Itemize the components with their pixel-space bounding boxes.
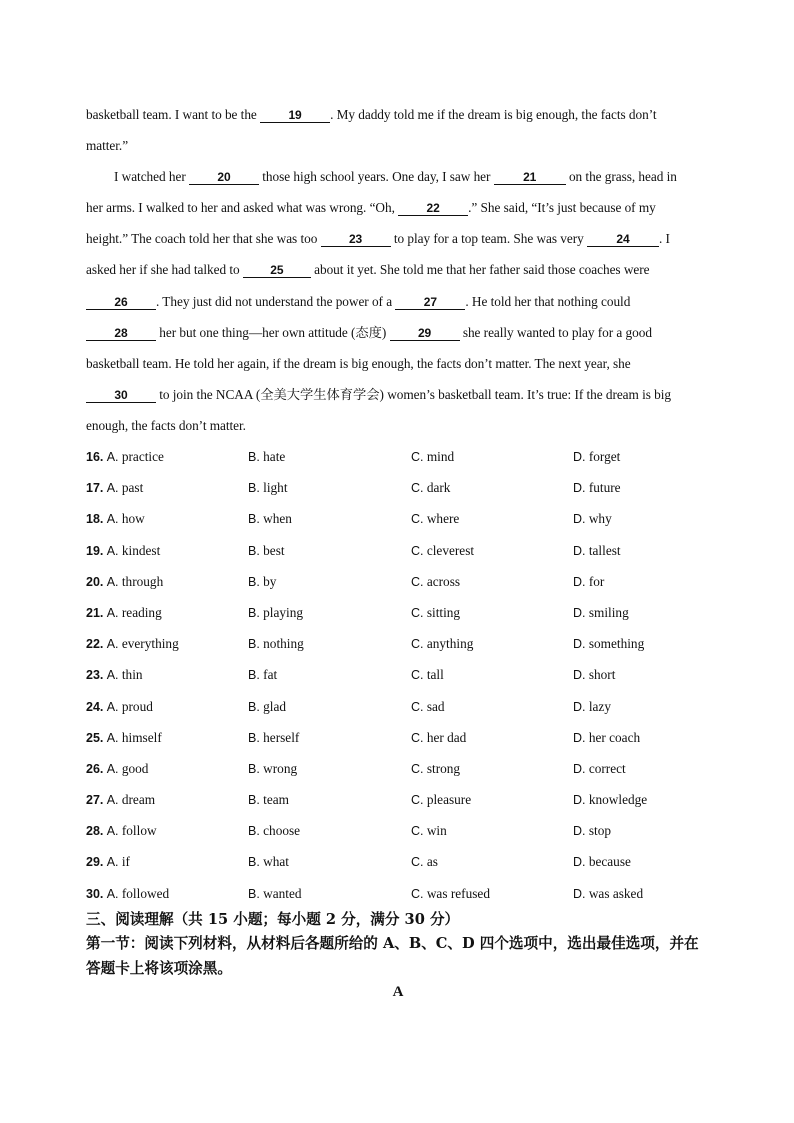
option-a (86, 566, 163, 598)
option-a (86, 659, 143, 691)
option-d (573, 472, 621, 504)
option-letter: A. (106, 543, 119, 558)
option-text: why (588, 511, 612, 527)
option-c (411, 878, 490, 910)
option-letter: A. (106, 793, 119, 808)
option-letter: A. (106, 886, 119, 901)
option-letter: D. (573, 699, 586, 714)
option-text: short (588, 667, 616, 683)
option-b (248, 597, 303, 629)
option-text: followed (121, 885, 170, 901)
option-text: win (426, 823, 447, 839)
option-text: across (426, 573, 461, 589)
option-text: tallest (588, 542, 621, 558)
question-number: 18. (86, 512, 104, 527)
question-row (86, 846, 710, 877)
option-letter: C. (411, 668, 424, 683)
option-c (411, 472, 450, 504)
option-text: what (263, 854, 289, 870)
question-row (86, 784, 710, 815)
option-text: as (426, 854, 438, 870)
option-letter: D. (573, 793, 586, 808)
passage-text: . My daddy told me if the dream is big enough, the facts don’t (330, 107, 657, 122)
option-text: glad (263, 698, 287, 714)
option-letter: C. (411, 450, 424, 465)
option-text: follow (121, 823, 157, 839)
question-number: 23. (86, 668, 104, 683)
blank-22: 22 (398, 201, 468, 216)
option-d (573, 597, 629, 629)
option-text: pleasure (426, 792, 472, 808)
option-letter: B. (248, 886, 260, 901)
option-text: sitting (426, 604, 461, 620)
option-text: wrong (263, 760, 298, 776)
option-text: if (121, 854, 130, 870)
passage-line (86, 379, 710, 410)
option-text: proud (121, 698, 153, 714)
option-text: playing (263, 604, 304, 620)
option-c (411, 628, 473, 660)
option-letter: D. (573, 605, 586, 620)
option-letter: A. (106, 637, 119, 652)
option-letter: B. (248, 761, 260, 776)
option-text: dark (426, 480, 451, 496)
option-letter: C. (411, 699, 424, 714)
option-a (86, 753, 148, 785)
option-text: team (263, 792, 289, 808)
exam-page (86, 99, 710, 1001)
option-letter: C. (411, 855, 424, 870)
option-a (86, 628, 179, 660)
option-b (248, 535, 285, 567)
passage-text: to play for a top team. She was very (390, 231, 587, 247)
option-d (573, 503, 612, 535)
option-letter: C. (411, 730, 424, 745)
option-text: how (121, 511, 145, 527)
question-number: 19. (86, 543, 104, 558)
blank-30: 30 (86, 388, 156, 403)
option-letter: A. (106, 450, 119, 465)
option-c (411, 753, 460, 785)
option-b (248, 472, 288, 504)
option-c (411, 597, 460, 629)
option-text: where (426, 511, 460, 527)
blank-27: 27 (395, 295, 465, 310)
passage-line (86, 192, 710, 223)
option-letter: D. (573, 824, 586, 839)
option-d (573, 691, 611, 723)
option-a (86, 815, 157, 847)
section-title: 三、阅读理解（共 15 小题；每小题 2 分，满分 30 分） (86, 910, 460, 928)
option-text: sad (426, 698, 445, 714)
question-number: 28. (86, 824, 104, 839)
passage-text: those high school years. One day, I saw her (258, 169, 494, 185)
question-row (86, 472, 710, 503)
passage-text: basketball team. I want to be the (86, 107, 261, 122)
passage-text: she really wanted to play for a good (459, 324, 652, 340)
option-a (86, 535, 160, 567)
option-text: best (263, 542, 285, 558)
blank-25: 25 (243, 263, 311, 278)
passage-text: on the grass, head in (565, 169, 677, 185)
question-row (86, 691, 710, 722)
option-b (248, 566, 276, 598)
option-c (411, 846, 438, 878)
option-letter: C. (411, 574, 424, 589)
option-letter: B. (248, 793, 260, 808)
option-letter: C. (411, 637, 424, 652)
blank-29: 29 (390, 326, 460, 341)
option-d (573, 878, 643, 910)
question-row (86, 628, 710, 659)
option-text: hate (263, 449, 286, 465)
passage-line (86, 161, 710, 192)
option-letter: A. (106, 855, 119, 870)
option-text: cleverest (426, 542, 475, 558)
option-d (573, 441, 620, 473)
option-text: her coach (588, 729, 641, 745)
question-row (86, 597, 710, 628)
option-d (573, 722, 640, 754)
option-text: strong (426, 760, 461, 776)
question-number: 26. (86, 761, 104, 776)
option-text: mind (426, 449, 455, 465)
option-letter: B. (248, 512, 260, 527)
option-text: tall (426, 667, 444, 683)
option-letter: B. (248, 543, 260, 558)
passage-text: enough, the facts don’t matter. (86, 417, 246, 433)
option-letter: C. (411, 793, 424, 808)
passage-text: . They just did not understand the power of a (156, 293, 396, 309)
option-letter: D. (573, 450, 586, 465)
passage-text: . I (658, 231, 670, 247)
option-c (411, 503, 459, 535)
option-letter: C. (411, 512, 424, 527)
passage-text: about it yet. She told me that her father said those coaches were (310, 262, 650, 278)
question-number: 24. (86, 699, 104, 714)
option-text: light (263, 480, 288, 496)
option-letter: A. (106, 761, 119, 776)
question-number: 25. (86, 730, 104, 745)
option-b (248, 846, 289, 878)
question-number: 27. (86, 793, 104, 808)
question-number: 29. (86, 855, 104, 870)
passage-line (86, 410, 710, 441)
option-letter: C. (411, 824, 424, 839)
passage-line (86, 99, 710, 130)
option-text: choose (263, 823, 301, 839)
question-number: 21. (86, 605, 104, 620)
option-text: practice (121, 449, 164, 465)
option-letter: B. (248, 574, 260, 589)
question-options-table (86, 441, 710, 909)
option-b (248, 659, 277, 691)
option-text: was refused (426, 885, 490, 901)
option-c (411, 535, 474, 567)
option-text: nothing (263, 636, 304, 652)
option-text: good (121, 760, 149, 776)
option-letter: C. (411, 761, 424, 776)
option-letter: A. (106, 481, 119, 496)
question-number: 16. (86, 450, 104, 465)
option-text: fat (263, 667, 278, 683)
question-number: 22. (86, 637, 104, 652)
option-letter: B. (248, 605, 260, 620)
option-a (86, 691, 153, 723)
option-d (573, 659, 615, 691)
option-letter: B. (248, 824, 260, 839)
option-b (248, 628, 304, 660)
option-text: anything (426, 636, 474, 652)
option-text: for (588, 573, 605, 589)
option-text: dream (121, 792, 156, 808)
option-text: everything (121, 636, 179, 652)
blank-24: 24 (587, 232, 659, 247)
option-letter: A. (106, 699, 119, 714)
cloze-passage (86, 99, 710, 441)
option-letter: D. (573, 543, 586, 558)
passage-text: basketball team. He told her again, if the dream is big enough, the facts don’t matter. The next year, she (86, 355, 631, 371)
option-text: lazy (588, 698, 611, 714)
option-text: wanted (263, 885, 302, 901)
passage-line (86, 254, 710, 285)
option-b (248, 441, 285, 473)
passage-text: asked her if she had talked to (86, 262, 243, 278)
option-d (573, 815, 611, 847)
option-text: knowledge (588, 792, 648, 808)
option-d (573, 846, 631, 878)
option-a (86, 846, 130, 878)
option-b (248, 503, 292, 535)
option-a (86, 441, 164, 473)
passage-text: . He told her that nothing could (465, 293, 631, 309)
passage-line (86, 286, 710, 317)
option-b (248, 691, 286, 723)
option-text: by (263, 573, 277, 589)
option-letter: A. (106, 605, 119, 620)
blank-26: 26 (86, 295, 156, 310)
option-text: was asked (588, 885, 644, 901)
option-text: correct (588, 760, 626, 776)
option-text: through (121, 573, 164, 589)
option-letter: A. (106, 512, 119, 527)
option-d (573, 566, 604, 598)
question-row (86, 878, 710, 909)
option-text: something (588, 636, 645, 652)
option-letter: A. (106, 730, 119, 745)
passage-line (86, 130, 710, 161)
option-letter: D. (573, 574, 586, 589)
option-text: reading (121, 604, 162, 620)
option-d (573, 628, 644, 660)
passage-text: her arms. I walked to her and asked what was wrong. “Oh, (86, 200, 399, 216)
option-letter: B. (248, 699, 260, 714)
option-a (86, 597, 162, 629)
option-a (86, 784, 155, 816)
option-letter: C. (411, 886, 424, 901)
option-text: stop (588, 823, 611, 839)
option-a (86, 472, 143, 504)
blank-23: 23 (321, 232, 391, 247)
option-letter: D. (573, 886, 586, 901)
blank-19: 19 (260, 108, 330, 123)
question-number: 30. (86, 886, 104, 901)
option-c (411, 566, 460, 598)
passage-line (86, 223, 710, 254)
option-letter: A. (106, 574, 119, 589)
option-d (573, 753, 626, 785)
blank-20: 20 (189, 170, 259, 185)
option-letter: A. (106, 824, 119, 839)
option-letter: B. (248, 668, 260, 683)
option-letter: B. (248, 637, 260, 652)
option-d (573, 784, 647, 816)
option-letter: D. (573, 730, 586, 745)
option-letter: C. (411, 481, 424, 496)
option-b (248, 722, 299, 754)
option-letter: D. (573, 512, 586, 527)
passage-text: .” She said, “It’s just because of my (468, 200, 656, 216)
passage-line (86, 317, 710, 348)
question-row (86, 722, 710, 753)
option-text: when (263, 511, 292, 527)
option-letter: D. (573, 761, 586, 776)
option-text: her dad (426, 729, 467, 745)
question-number: 20. (86, 574, 104, 589)
question-row (86, 566, 710, 597)
passage-text: her but one thing—her own attitude (态度) (156, 324, 390, 340)
option-text: herself (263, 729, 300, 745)
question-row (86, 815, 710, 846)
option-text: because (588, 854, 631, 870)
blank-28: 28 (86, 326, 156, 341)
question-row (86, 659, 710, 690)
option-c (411, 441, 454, 473)
option-c (411, 691, 445, 723)
passage-label: A (392, 983, 404, 1000)
option-b (248, 878, 302, 910)
option-letter: B. (248, 855, 260, 870)
option-a (86, 722, 162, 754)
question-row (86, 753, 710, 784)
option-letter: C. (411, 605, 424, 620)
option-b (248, 753, 297, 785)
option-b (248, 784, 289, 816)
option-text: forget (588, 449, 621, 465)
question-row (86, 503, 710, 534)
passage-text: I watched her (114, 169, 189, 185)
option-text: past (121, 480, 144, 496)
option-letter: B. (248, 450, 260, 465)
option-d (573, 535, 621, 567)
option-text: smiling (588, 604, 629, 620)
passage-text: matter.” (86, 138, 129, 154)
option-c (411, 784, 471, 816)
option-c (411, 659, 444, 691)
option-a (86, 503, 145, 535)
option-c (411, 815, 447, 847)
option-letter: D. (573, 668, 586, 683)
option-letter: D. (573, 637, 586, 652)
question-row (86, 535, 710, 566)
question-number: 17. (86, 481, 104, 496)
blank-21: 21 (494, 170, 566, 185)
passage-text: to join the NCAA (全美大学生体育学会) women’s basketball team. It’s true: If the dream is big (156, 386, 671, 402)
option-letter: C. (411, 543, 424, 558)
option-text: kindest (121, 542, 161, 558)
option-a (86, 878, 169, 910)
option-text: himself (121, 729, 162, 745)
option-b (248, 815, 300, 847)
section-instruction: 第一节：阅读下列材料，从材料后各题所给的 A、B、C、D 四个选项中，选出最佳选项，并在答题卡上将该项涂黑。 (86, 934, 699, 977)
option-c (411, 722, 466, 754)
passage-line (86, 348, 710, 379)
option-letter: D. (573, 481, 586, 496)
option-text: future (588, 480, 621, 496)
question-row (86, 441, 710, 472)
option-letter: B. (248, 481, 260, 496)
option-text: thin (121, 667, 143, 683)
option-letter: A. (106, 668, 119, 683)
option-letter: B. (248, 730, 260, 745)
passage-text: height.” The coach told her that she was too (86, 231, 321, 247)
option-letter: D. (573, 855, 586, 870)
